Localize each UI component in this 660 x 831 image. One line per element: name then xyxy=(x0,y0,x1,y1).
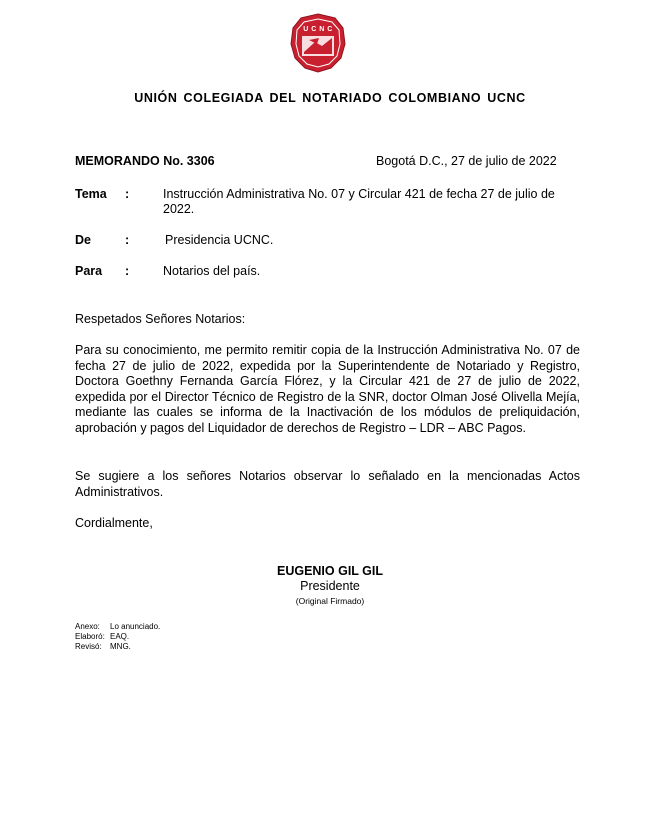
field-value-tema: Instrucción Administrativa No. 07 y Circular 421 de fecha 27 de julio de 2022. xyxy=(163,187,555,216)
footer-reviso xyxy=(75,642,131,652)
footer-elaboro-value: EAQ. xyxy=(110,632,130,641)
field-colon-para: : xyxy=(125,264,130,278)
organization-title: UNIÓN COLEGIADA DEL NOTARIADO COLOMBIANO UCNC xyxy=(134,91,526,105)
field-label-de: De xyxy=(75,233,91,247)
field-label-tema: Tema xyxy=(75,187,107,201)
body-paragraph-2: Se sugiere a los señores Notarios observar lo señalado en la mencionadas Actos Administrativos. xyxy=(75,469,580,499)
memo-date: Bogotá D.C., 27 de julio de 2022 xyxy=(376,154,557,168)
field-label-para: Para xyxy=(75,264,103,278)
footer-elaboro-label: Elaboró: xyxy=(75,632,105,641)
field-value-de: Presidencia UCNC. xyxy=(165,233,274,247)
field-colon-tema: : xyxy=(125,187,130,201)
field-value-para: Notarios del país. xyxy=(163,264,261,278)
closing: Cordialmente, xyxy=(75,516,153,530)
signatory-title: Presidente xyxy=(300,579,360,593)
svg-text:U C N C: U C N C xyxy=(303,26,333,33)
memo-number: MEMORANDO No. 3306 xyxy=(75,154,215,168)
footer-anexo-value: Lo anunciado. xyxy=(110,622,161,631)
footer-anexo-label: Anexo: xyxy=(75,622,100,631)
signature-note: (Original Firmado) xyxy=(295,596,365,606)
signatory-name: EUGENIO GIL GIL xyxy=(276,564,384,578)
footer-elaboro xyxy=(75,632,129,642)
body-paragraph-1: Para su conocimiento, me permito remitir copia de la Instrucción Administrativa No. 07 de fecha 27 de julio de 2022, expedida por la Superintendente de Notariado y Registro, Doctora Goethny Fernanda García Flórez, y la Circular 421 de 27 de julio de 2022, expedida por el Director Técnico de Registro de la SNR, doctor Olman José Olivella Mejía, mediante las cuales se informa de la Inactivación de los módulos de preliquidación, aprobación y pagos del Liquidador de derechos de Registro – LDR – ABC Pagos. xyxy=(75,343,580,435)
field-colon-de: : xyxy=(125,233,130,247)
ucnc-logo xyxy=(289,12,347,74)
footer-anexo xyxy=(75,622,160,632)
footer-reviso-label: Revisó: xyxy=(75,642,102,651)
footer-reviso-value: MNG. xyxy=(110,642,131,651)
salutation: Respetados Señores Notarios: xyxy=(75,312,246,326)
